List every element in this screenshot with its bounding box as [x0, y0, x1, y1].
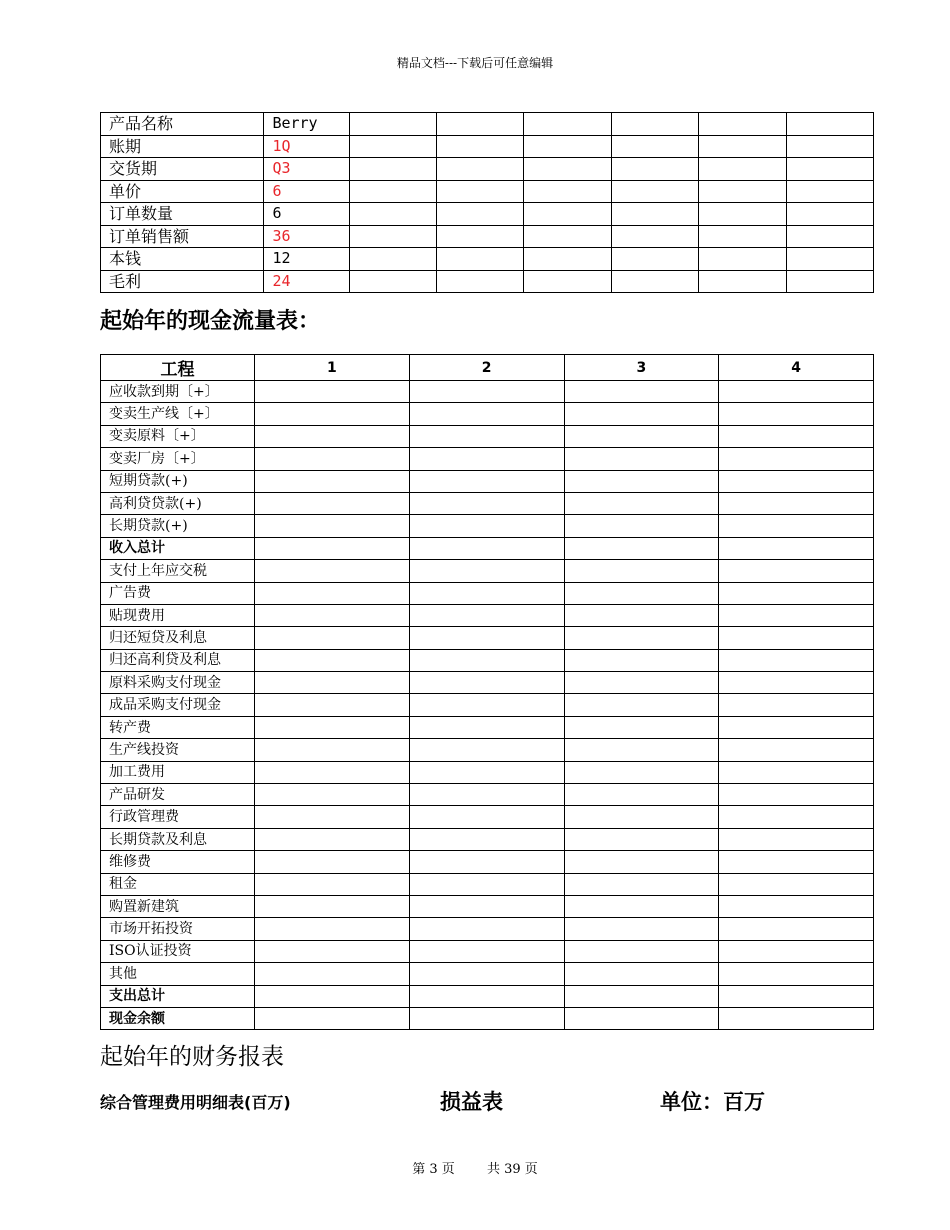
product-blank-cell[interactable] — [349, 135, 436, 158]
cash-flow-cell-q2[interactable] — [409, 716, 564, 738]
product-row-label: 交货期 — [101, 158, 264, 181]
product-blank-cell[interactable] — [349, 270, 436, 293]
product-row-label: 账期 — [101, 135, 264, 158]
cash-flow-cell-q2[interactable] — [409, 470, 564, 492]
cash-flow-cell-q2[interactable] — [409, 694, 564, 716]
cash-flow-cell-q3[interactable] — [564, 627, 719, 649]
product-row — [101, 203, 874, 226]
product-blank-cell[interactable] — [524, 113, 611, 136]
cash-flow-row — [101, 492, 874, 514]
cash-flow-cell-q3[interactable] — [564, 918, 719, 940]
cash-flow-cell-q1[interactable] — [255, 985, 410, 1007]
cash-flow-cell-q2[interactable] — [409, 604, 564, 626]
product-blank-cell[interactable] — [524, 270, 611, 293]
header-q2: 2 — [409, 355, 564, 381]
product-blank-cell[interactable] — [437, 180, 524, 203]
product-row — [101, 158, 874, 181]
product-blank-cell[interactable] — [786, 158, 873, 181]
cash-flow-cell-q4[interactable] — [719, 806, 874, 828]
cash-flow-row-label: 产品研发 — [101, 784, 255, 806]
cash-flow-cell-q2[interactable] — [409, 492, 564, 514]
cash-flow-cell-q1[interactable] — [255, 537, 410, 559]
cash-flow-cell-q3[interactable] — [564, 895, 719, 917]
cash-flow-cell-q2[interactable] — [409, 672, 564, 694]
cash-flow-cell-q4[interactable] — [719, 918, 874, 940]
page-footer — [0, 1158, 950, 1177]
header-item: 工程 — [101, 355, 255, 381]
product-row-value[interactable]: 24 — [264, 270, 349, 293]
cash-flow-row — [101, 940, 874, 962]
cash-flow-row-label: ISO认证投资 — [101, 940, 255, 962]
cash-flow-cell-q2[interactable] — [409, 448, 564, 470]
cash-flow-cell-q3[interactable] — [564, 582, 719, 604]
product-blank-cell[interactable] — [524, 248, 611, 271]
cash-flow-cell-q3[interactable] — [564, 381, 719, 403]
product-blank-cell[interactable] — [349, 225, 436, 248]
cash-flow-row — [101, 627, 874, 649]
product-blank-cell[interactable] — [524, 158, 611, 181]
cash-flow-row — [101, 918, 874, 940]
product-blank-cell[interactable] — [611, 270, 698, 293]
product-row-label: 产品名称 — [101, 113, 264, 136]
cash-flow-cell-q3[interactable] — [564, 828, 719, 850]
cash-flow-cell-q2[interactable] — [409, 649, 564, 671]
product-blank-cell[interactable] — [699, 225, 786, 248]
cash-flow-row-label: 市场开拓投资 — [101, 918, 255, 940]
cash-flow-cell-q2[interactable] — [409, 627, 564, 649]
cash-flow-cell-q2[interactable] — [409, 963, 564, 985]
page-total: 共 39 页 — [486, 1162, 538, 1177]
product-row-value[interactable]: 12 — [264, 248, 349, 271]
product-blank-cell[interactable] — [611, 203, 698, 226]
product-blank-cell[interactable] — [437, 270, 524, 293]
cash-flow-row — [101, 761, 874, 783]
cash-flow-row — [101, 448, 874, 470]
cash-flow-cell-q1[interactable] — [255, 672, 410, 694]
cash-flow-row-label: 租金 — [101, 873, 255, 895]
cash-flow-cell-q2[interactable] — [409, 739, 564, 761]
product-blank-cell[interactable] — [349, 113, 436, 136]
cash-flow-cell-q1[interactable] — [255, 604, 410, 626]
cash-flow-cell-q4[interactable] — [719, 739, 874, 761]
cash-flow-cell-q4[interactable] — [719, 716, 874, 738]
product-row — [101, 248, 874, 271]
header-note: 精品文档---下载后可任意编辑 — [396, 56, 554, 70]
header-q3: 3 — [564, 355, 719, 381]
product-blank-cell[interactable] — [699, 113, 786, 136]
cash-flow-cell-q1[interactable] — [255, 649, 410, 671]
product-blank-cell[interactable] — [611, 225, 698, 248]
cash-flow-header-row — [101, 355, 874, 381]
cash-flow-row-label: 应收款到期〔+〕 — [101, 381, 255, 403]
cash-flow-cell-q4[interactable] — [719, 425, 874, 447]
product-row-value[interactable]: 6 — [264, 180, 349, 203]
product-blank-cell[interactable] — [437, 203, 524, 226]
header-q1: 1 — [255, 355, 410, 381]
product-row — [101, 270, 874, 293]
cash-flow-cell-q1[interactable] — [255, 403, 410, 425]
cash-flow-cell-q3[interactable] — [564, 1007, 719, 1029]
cash-flow-row-label: 支出总计 — [101, 985, 255, 1007]
product-blank-cell[interactable] — [524, 135, 611, 158]
product-row-value[interactable]: 36 — [264, 225, 349, 248]
header-q4: 4 — [719, 355, 874, 381]
cash-flow-cell-q3[interactable] — [564, 470, 719, 492]
product-blank-cell[interactable] — [437, 158, 524, 181]
product-blank-cell[interactable] — [349, 203, 436, 226]
product-blank-cell[interactable] — [437, 135, 524, 158]
cash-flow-cell-q4[interactable] — [719, 649, 874, 671]
cash-flow-title: 起始年的现金流量表： — [100, 309, 321, 334]
cash-flow-cell-q4[interactable] — [719, 851, 874, 873]
product-blank-cell[interactable] — [786, 113, 873, 136]
cash-flow-row-label: 现金余额 — [101, 1007, 255, 1029]
cash-flow-cell-q4[interactable] — [719, 963, 874, 985]
product-blank-cell[interactable] — [699, 135, 786, 158]
cash-flow-cell-q3[interactable] — [564, 672, 719, 694]
product-blank-cell[interactable] — [611, 248, 698, 271]
product-blank-cell[interactable] — [437, 225, 524, 248]
cash-flow-cell-q3[interactable] — [564, 761, 719, 783]
cash-flow-row-label: 其他 — [101, 963, 255, 985]
cash-flow-cell-q3[interactable] — [564, 716, 719, 738]
cash-flow-cell-q4[interactable] — [719, 873, 874, 895]
cash-flow-cell-q2[interactable] — [409, 940, 564, 962]
cash-flow-cell-q4[interactable] — [719, 582, 874, 604]
product-blank-cell[interactable] — [699, 203, 786, 226]
cash-flow-cell-q4[interactable] — [719, 1007, 874, 1029]
cash-flow-cell-q2[interactable] — [409, 851, 564, 873]
product-blank-cell[interactable] — [786, 135, 873, 158]
product-blank-cell[interactable] — [611, 180, 698, 203]
cash-flow-cell-q3[interactable] — [564, 739, 719, 761]
cash-flow-cell-q2[interactable] — [409, 828, 564, 850]
product-row-value[interactable]: 6 — [264, 203, 349, 226]
cash-flow-row-label: 贴现费用 — [101, 604, 255, 626]
cash-flow-cell-q4[interactable] — [719, 895, 874, 917]
product-row-label: 订单销售额 — [101, 225, 264, 248]
cash-flow-row-label: 短期贷款(+) — [101, 470, 255, 492]
product-row — [101, 135, 874, 158]
cash-flow-cell-q1[interactable] — [255, 918, 410, 940]
cash-flow-cell-q4[interactable] — [719, 828, 874, 850]
cash-flow-cell-q2[interactable] — [409, 515, 564, 537]
cash-flow-row-label: 长期贷款(+) — [101, 515, 255, 537]
cash-flow-cell-q1[interactable] — [255, 895, 410, 917]
cash-flow-cell-q2[interactable] — [409, 381, 564, 403]
income-statement-heading: 损益表 — [440, 1090, 503, 1114]
cash-flow-cell-q1[interactable] — [255, 716, 410, 738]
cash-flow-cell-q4[interactable] — [719, 448, 874, 470]
product-blank-cell[interactable] — [349, 158, 436, 181]
product-row — [101, 113, 874, 136]
cash-flow-cell-q1[interactable] — [255, 627, 410, 649]
cash-flow-cell-q4[interactable] — [719, 940, 874, 962]
cash-flow-table — [100, 354, 874, 1030]
product-blank-cell[interactable] — [611, 158, 698, 181]
cash-flow-row — [101, 515, 874, 537]
cash-flow-cell-q1[interactable] — [255, 694, 410, 716]
product-blank-cell[interactable] — [786, 225, 873, 248]
product-row-value[interactable]: Q3 — [264, 158, 349, 181]
cash-flow-cell-q1[interactable] — [255, 470, 410, 492]
cash-flow-row — [101, 806, 874, 828]
cash-flow-row — [101, 716, 874, 738]
cash-flow-cell-q4[interactable] — [719, 515, 874, 537]
product-blank-cell[interactable] — [524, 203, 611, 226]
product-row — [101, 180, 874, 203]
cash-flow-cell-q1[interactable] — [255, 828, 410, 850]
cash-flow-cell-q4[interactable] — [719, 694, 874, 716]
cash-flow-row — [101, 1007, 874, 1029]
product-info-table — [100, 112, 874, 293]
cash-flow-row-label: 购置新建筑 — [101, 895, 255, 917]
cash-flow-row — [101, 582, 874, 604]
product-blank-cell[interactable] — [611, 135, 698, 158]
cash-flow-cell-q1[interactable] — [255, 761, 410, 783]
cash-flow-row-label: 原料采购支付现金 — [101, 672, 255, 694]
cash-flow-row-label: 维修费 — [101, 851, 255, 873]
cash-flow-row-label: 生产线投资 — [101, 739, 255, 761]
cash-flow-cell-q3[interactable] — [564, 448, 719, 470]
cash-flow-cell-q3[interactable] — [564, 560, 719, 582]
cash-flow-row — [101, 851, 874, 873]
cash-flow-row-label: 广告费 — [101, 582, 255, 604]
cash-flow-cell-q1[interactable] — [255, 873, 410, 895]
product-blank-cell[interactable] — [437, 113, 524, 136]
cash-flow-cell-q3[interactable] — [564, 784, 719, 806]
cash-flow-row — [101, 604, 874, 626]
cash-flow-cell-q1[interactable] — [255, 381, 410, 403]
product-blank-cell[interactable] — [786, 248, 873, 271]
cash-flow-cell-q2[interactable] — [409, 985, 564, 1007]
cash-flow-row — [101, 537, 874, 559]
cash-flow-cell-q3[interactable] — [564, 492, 719, 514]
cash-flow-cell-q1[interactable] — [255, 1007, 410, 1029]
cash-flow-cell-q4[interactable] — [719, 403, 874, 425]
product-blank-cell[interactable] — [437, 248, 524, 271]
product-row-label: 订单数量 — [101, 203, 264, 226]
cash-flow-cell-q1[interactable] — [255, 784, 410, 806]
page-number: 第 3 页 — [412, 1162, 455, 1177]
cash-flow-row-label: 归还短贷及利息 — [101, 627, 255, 649]
cash-flow-row — [101, 672, 874, 694]
cash-flow-row-label: 收入总计 — [101, 537, 255, 559]
cash-flow-cell-q3[interactable] — [564, 537, 719, 559]
cash-flow-row-label: 变卖厂房〔+〕 — [101, 448, 255, 470]
cash-flow-cell-q3[interactable] — [564, 604, 719, 626]
cash-flow-row — [101, 873, 874, 895]
cash-flow-row — [101, 694, 874, 716]
product-blank-cell[interactable] — [524, 180, 611, 203]
cash-flow-cell-q4[interactable] — [719, 761, 874, 783]
product-blank-cell[interactable] — [699, 158, 786, 181]
cash-flow-cell-q3[interactable] — [564, 515, 719, 537]
cash-flow-cell-q1[interactable] — [255, 940, 410, 962]
cash-flow-row — [101, 828, 874, 850]
cash-flow-cell-q1[interactable] — [255, 806, 410, 828]
product-blank-cell[interactable] — [699, 270, 786, 293]
product-blank-cell[interactable] — [786, 270, 873, 293]
cash-flow-row-label: 变卖原料〔+〕 — [101, 425, 255, 447]
cash-flow-cell-q2[interactable] — [409, 761, 564, 783]
cash-flow-cell-q4[interactable] — [719, 492, 874, 514]
cash-flow-cell-q2[interactable] — [409, 806, 564, 828]
product-blank-cell[interactable] — [524, 225, 611, 248]
cash-flow-cell-q3[interactable] — [564, 694, 719, 716]
cash-flow-cell-q4[interactable] — [719, 604, 874, 626]
cash-flow-row-label: 转产费 — [101, 716, 255, 738]
cash-flow-row — [101, 739, 874, 761]
admin-expense-heading: 综合管理费用明细表(百万) — [100, 1093, 291, 1112]
cash-flow-cell-q4[interactable] — [719, 560, 874, 582]
cash-flow-row-label: 加工费用 — [101, 761, 255, 783]
cash-flow-row-label: 归还高利贷及利息 — [101, 649, 255, 671]
cash-flow-row-label: 行政管理费 — [101, 806, 255, 828]
product-blank-cell[interactable] — [699, 248, 786, 271]
cash-flow-row — [101, 784, 874, 806]
cash-flow-cell-q3[interactable] — [564, 806, 719, 828]
cash-flow-cell-q1[interactable] — [255, 425, 410, 447]
cash-flow-cell-q2[interactable] — [409, 403, 564, 425]
product-row-value[interactable]: Berry — [264, 113, 349, 136]
cash-flow-cell-q2[interactable] — [409, 873, 564, 895]
cash-flow-cell-q3[interactable] — [564, 403, 719, 425]
product-blank-cell[interactable] — [349, 248, 436, 271]
cash-flow-cell-q2[interactable] — [409, 425, 564, 447]
cash-flow-row — [101, 381, 874, 403]
cash-flow-cell-q3[interactable] — [564, 649, 719, 671]
cash-flow-cell-q2[interactable] — [409, 537, 564, 559]
cash-flow-cell-q2[interactable] — [409, 582, 564, 604]
cash-flow-cell-q2[interactable] — [409, 895, 564, 917]
cash-flow-row — [101, 560, 874, 582]
cash-flow-row-label: 变卖生产线〔+〕 — [101, 403, 255, 425]
product-blank-cell[interactable] — [349, 180, 436, 203]
product-row-label: 本钱 — [101, 248, 264, 271]
cash-flow-cell-q4[interactable] — [719, 627, 874, 649]
product-blank-cell[interactable] — [786, 180, 873, 203]
product-blank-cell[interactable] — [786, 203, 873, 226]
financial-statements-title: 起始年的财务报表 — [100, 1044, 284, 1070]
cash-flow-cell-q4[interactable] — [719, 381, 874, 403]
product-blank-cell[interactable] — [611, 113, 698, 136]
cash-flow-row — [101, 403, 874, 425]
cash-flow-row — [101, 963, 874, 985]
cash-flow-cell-q4[interactable] — [719, 672, 874, 694]
cash-flow-cell-q1[interactable] — [255, 851, 410, 873]
product-row-label: 毛利 — [101, 270, 264, 293]
cash-flow-cell-q3[interactable] — [564, 963, 719, 985]
cash-flow-cell-q1[interactable] — [255, 582, 410, 604]
cash-flow-cell-q4[interactable] — [719, 470, 874, 492]
cash-flow-cell-q4[interactable] — [719, 537, 874, 559]
cash-flow-row — [101, 649, 874, 671]
unit-heading: 单位：百万 — [660, 1090, 765, 1114]
cash-flow-row — [101, 985, 874, 1007]
cash-flow-cell-q1[interactable] — [255, 739, 410, 761]
cash-flow-row — [101, 895, 874, 917]
cash-flow-cell-q3[interactable] — [564, 940, 719, 962]
cash-flow-row — [101, 470, 874, 492]
cash-flow-cell-q3[interactable] — [564, 425, 719, 447]
product-row-label: 单价 — [101, 180, 264, 203]
cash-flow-cell-q2[interactable] — [409, 784, 564, 806]
cash-flow-cell-q3[interactable] — [564, 873, 719, 895]
product-row-value[interactable]: 1Q — [264, 135, 349, 158]
cash-flow-cell-q4[interactable] — [719, 784, 874, 806]
cash-flow-cell-q2[interactable] — [409, 560, 564, 582]
cash-flow-cell-q1[interactable] — [255, 963, 410, 985]
cash-flow-row — [101, 425, 874, 447]
cash-flow-cell-q1[interactable] — [255, 560, 410, 582]
cash-flow-row-label: 成品采购支付现金 — [101, 694, 255, 716]
cash-flow-cell-q2[interactable] — [409, 1007, 564, 1029]
cash-flow-cell-q2[interactable] — [409, 918, 564, 940]
cash-flow-row-label: 长期贷款及利息 — [101, 828, 255, 850]
cash-flow-cell-q1[interactable] — [255, 492, 410, 514]
cash-flow-cell-q1[interactable] — [255, 515, 410, 537]
cash-flow-cell-q1[interactable] — [255, 448, 410, 470]
cash-flow-cell-q4[interactable] — [719, 985, 874, 1007]
cash-flow-row-label: 支付上年应交税 — [101, 560, 255, 582]
cash-flow-row-label: 高利贷贷款(+) — [101, 492, 255, 514]
cash-flow-cell-q3[interactable] — [564, 985, 719, 1007]
cash-flow-cell-q3[interactable] — [564, 851, 719, 873]
product-row — [101, 225, 874, 248]
product-blank-cell[interactable] — [699, 180, 786, 203]
